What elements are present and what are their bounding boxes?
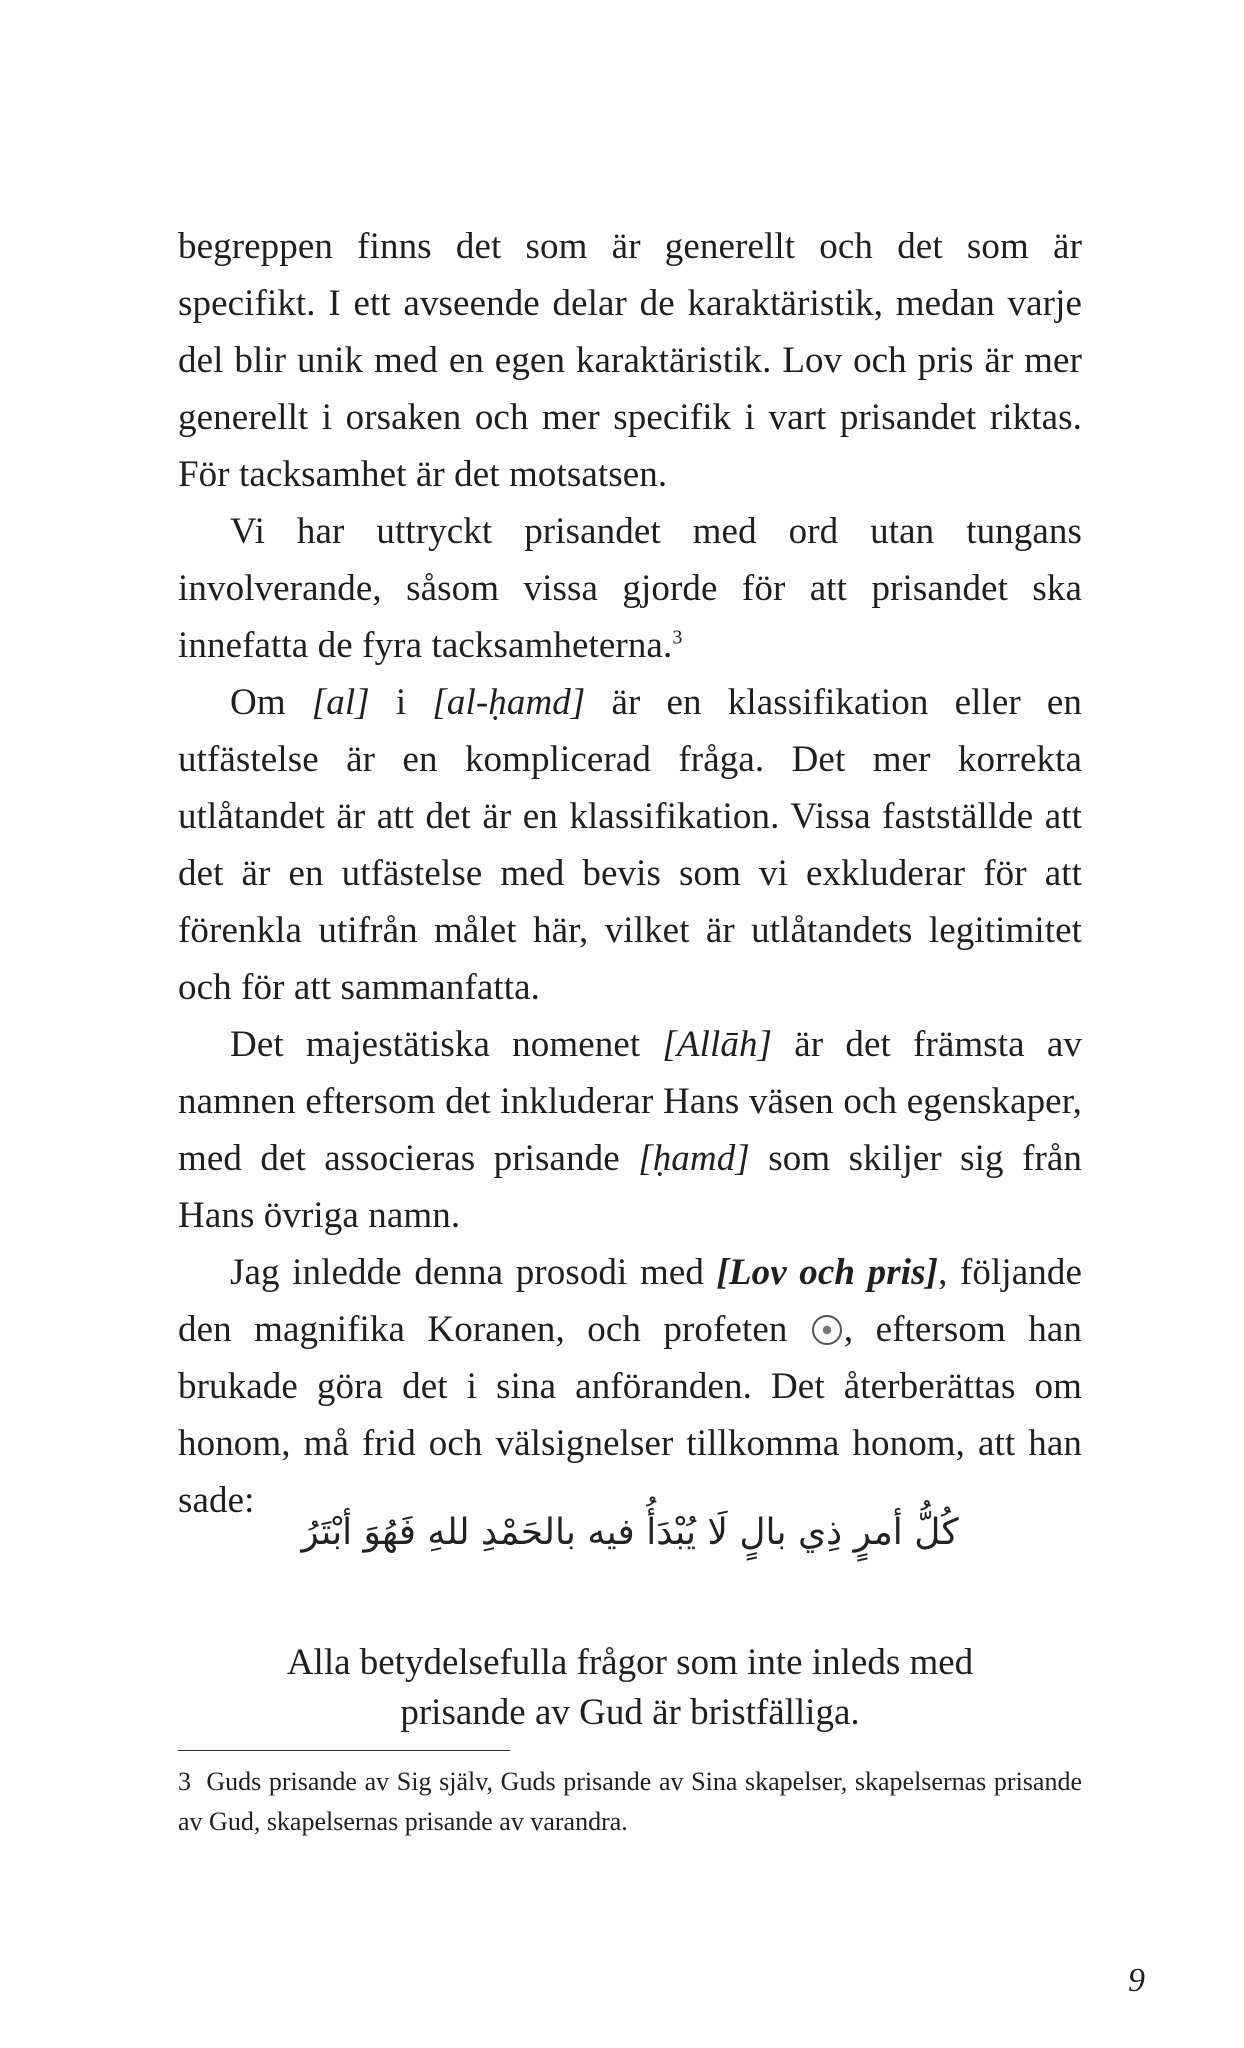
paragraph-2 (178, 503, 1082, 674)
term-al-hamd: [al-ḥamd] (432, 682, 586, 723)
paragraph-1 (178, 218, 1082, 503)
footnote-number: 3 (178, 1767, 191, 1796)
term-lov-och-pris: [Lov och pris] (716, 1252, 939, 1293)
arabic-hadith-quote: كُلُّ أمرٍ ذِي بالٍ لَا يُبْدَأُ فيه بالحَمْدِ للهِ فَهُوَ أبْتَرُ (301, 1512, 959, 1553)
paragraph-3-text: är en klassifikation eller en utfästelse är en komplicerad fråga. Det mer korrekta utlåtandet är att det är en klassifikation. Vissa fastställde att det är en utfästelse med bevis som vi exkluderar för att förenkla utifrån målet här, vilket är utlåtandets legitimitet och för att sammanfatta. (178, 682, 1082, 1008)
paragraph-4-tail: som skiljer sig från Hans övriga namn. (178, 1138, 1082, 1236)
paragraph-3-lead: Om (230, 682, 286, 723)
body-text (178, 218, 1082, 1529)
paragraph-4 (178, 1016, 1082, 1244)
page-number: 9 (1128, 1962, 1145, 1999)
paragraph-2-text: Vi har uttryckt prisandet med ord utan tungans involverande, såsom vissa gjorde för att prisandet ska innefatta de fyra tacksamheterna. (178, 511, 1082, 666)
footnote-text: Guds prisande av Sig själv, Guds prisande av Sina skapelser, skapelsernas prisande av Gud, skapelsernas prisande av varandra. (178, 1767, 1083, 1836)
paragraph-5-tail: , eftersom han brukade göra det i sina anföranden. Det återberättas om honom, må frid och välsignelser tillkomma honom, att han sade: (178, 1309, 1082, 1521)
paragraph-1-text: begreppen finns det som är generellt och det som är specifikt. I ett avseende delar de karaktäristik, medan varje del blir unik med en egen karaktäristik. Lov och pris är mer generellt i orsaken och mer specifik i vart prisandet riktas. För tacksamhet är det motsatsen. (178, 226, 1082, 495)
quote-translation (178, 1638, 1082, 1738)
term-hamd: [ḥamd] (638, 1138, 750, 1179)
paragraph-5-lead: Jag inledde denna prosodi med (230, 1252, 704, 1293)
translation-line-2: prisande av Gud är bristfälliga. (400, 1692, 860, 1733)
translation-line-1: Alla betydelsefulla frågor som inte inleds med (286, 1642, 974, 1683)
footnote-divider (178, 1750, 510, 1751)
paragraph-5 (178, 1244, 1082, 1529)
footnote-reference: 3 (672, 626, 683, 649)
salutation-glyph-icon (812, 1315, 842, 1345)
term-allah: [Allāh] (662, 1024, 773, 1065)
paragraph-3-i: i (395, 682, 407, 723)
paragraph-3 (178, 674, 1082, 1016)
paragraph-5-text: , följande den magnifika Koranen, och profeten (178, 1252, 1082, 1350)
paragraph-4-text: är det främsta av namnen eftersom det inkluderar Hans väsen och egenskaper, med det associeras prisande (178, 1024, 1082, 1179)
term-al: [al] (311, 682, 370, 723)
footnote (178, 1762, 1082, 1842)
paragraph-4-lead: Det majestätiska nomenet (230, 1024, 641, 1065)
